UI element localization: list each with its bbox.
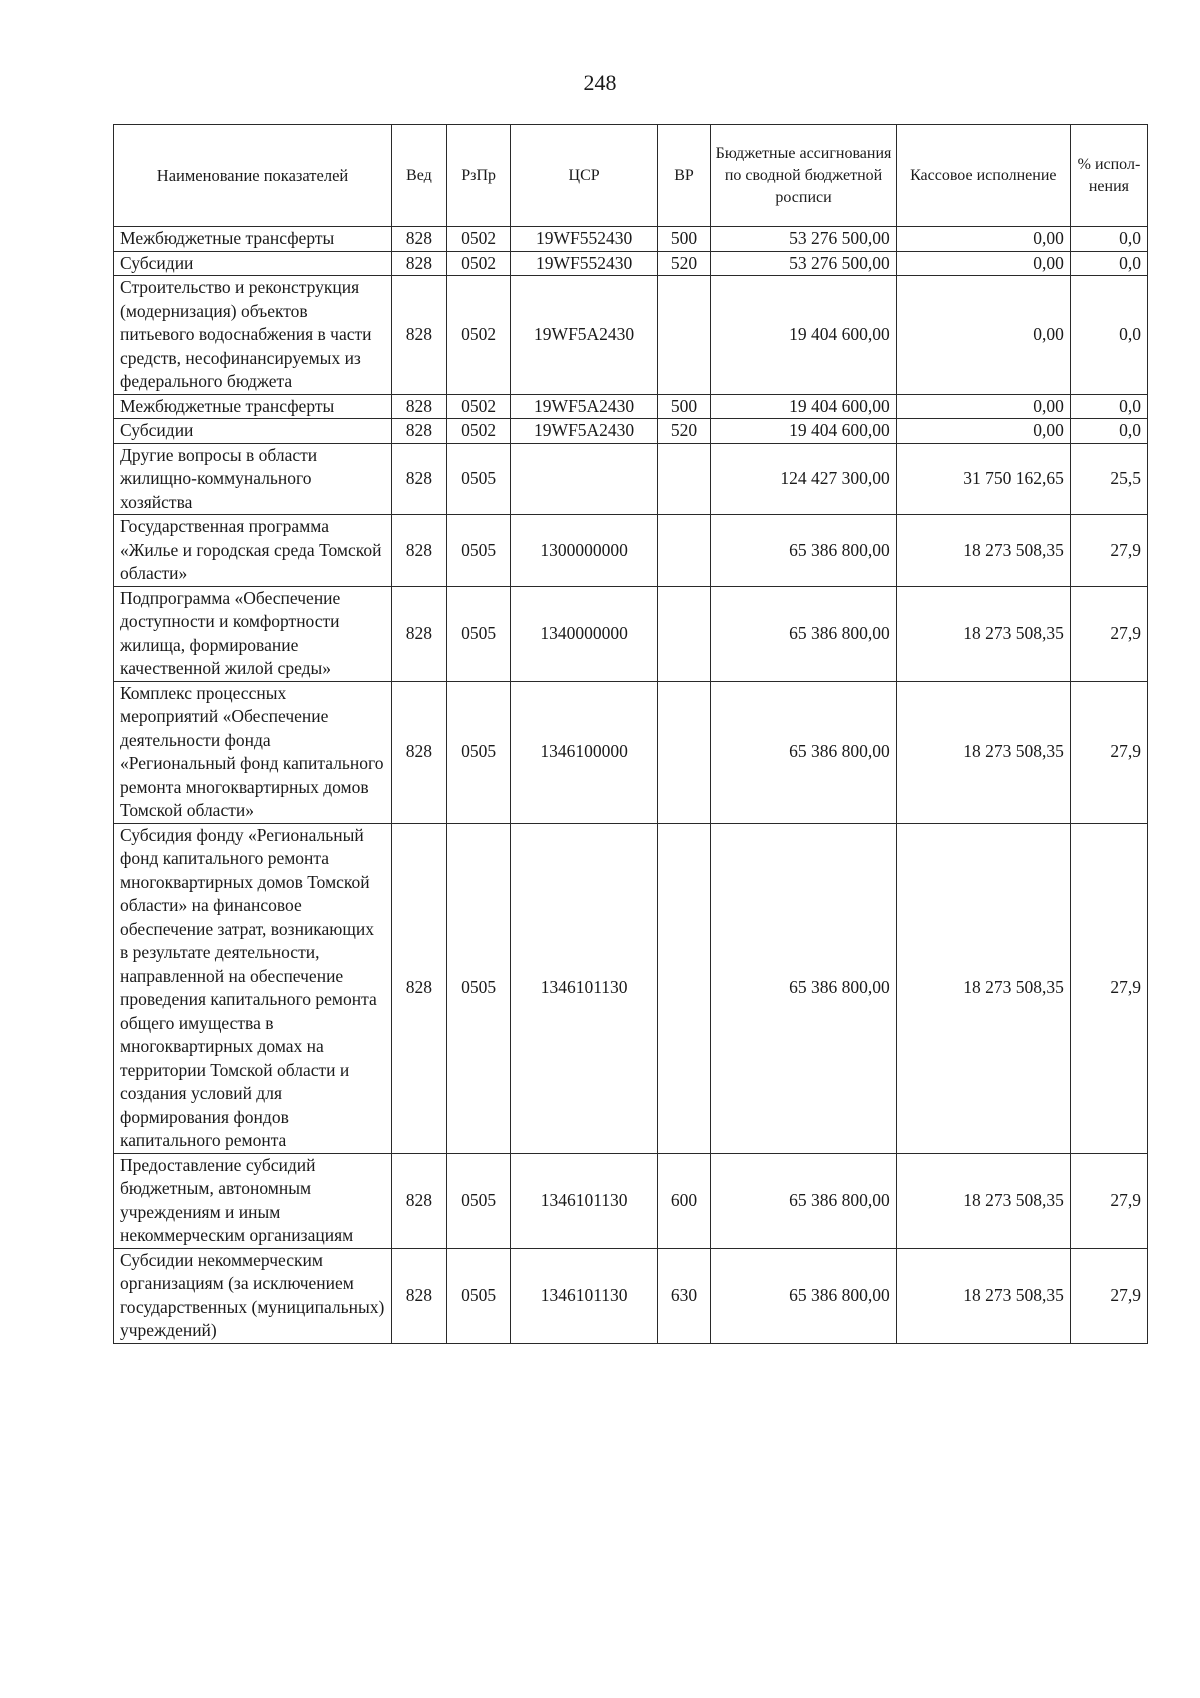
row-ved: 828 — [392, 823, 447, 1153]
row-budget: 53 276 500,00 — [711, 251, 896, 276]
row-pct: 0,0 — [1070, 419, 1147, 444]
row-vr — [657, 515, 711, 587]
row-budget: 65 386 800,00 — [711, 515, 896, 587]
header-name: Наименование показателей — [114, 125, 392, 227]
row-rzpr: 0502 — [446, 419, 511, 444]
row-ved: 828 — [392, 276, 447, 395]
row-ved: 828 — [392, 419, 447, 444]
row-csr: 1300000000 — [511, 515, 657, 587]
row-name: Подпрограмма «Обеспечение доступности и комфортности жилища, формирование качественной жилой среды» — [114, 586, 392, 681]
row-vr: 500 — [657, 394, 711, 419]
row-cash: 31 750 162,65 — [896, 443, 1070, 515]
row-budget: 124 427 300,00 — [711, 443, 896, 515]
table-row — [114, 586, 1148, 681]
table-row — [114, 227, 1148, 252]
row-pct: 0,0 — [1070, 394, 1147, 419]
row-rzpr: 0502 — [446, 227, 511, 252]
row-pct: 27,9 — [1070, 681, 1147, 823]
row-name: Государственная программа «Жилье и городская среда Томской области» — [114, 515, 392, 587]
row-cash: 18 273 508,35 — [896, 1248, 1070, 1343]
row-csr: 19WF552430 — [511, 227, 657, 252]
row-budget: 19 404 600,00 — [711, 276, 896, 395]
row-csr — [511, 443, 657, 515]
page-number: 248 — [583, 70, 617, 95]
row-pct: 27,9 — [1070, 1153, 1147, 1248]
row-csr: 1346101130 — [511, 1248, 657, 1343]
table-header-row — [114, 125, 1148, 227]
row-name: Предоставление субсидий бюджетным, автономным учреждениям и иным некоммерческим организациям — [114, 1153, 392, 1248]
row-name: Другие вопросы в области жилищно-коммунального хозяйства — [114, 443, 392, 515]
row-cash: 0,00 — [896, 251, 1070, 276]
row-vr — [657, 276, 711, 395]
row-cash: 18 273 508,35 — [896, 515, 1070, 587]
row-name: Межбюджетные трансферты — [114, 227, 392, 252]
row-pct: 0,0 — [1070, 276, 1147, 395]
table-row — [114, 1248, 1148, 1343]
row-ved: 828 — [392, 394, 447, 419]
row-rzpr: 0505 — [446, 823, 511, 1153]
row-budget: 19 404 600,00 — [711, 419, 896, 444]
row-ved: 828 — [392, 1153, 447, 1248]
row-vr: 630 — [657, 1248, 711, 1343]
row-cash: 0,00 — [896, 419, 1070, 444]
row-csr: 19WF5A2430 — [511, 419, 657, 444]
row-budget: 53 276 500,00 — [711, 227, 896, 252]
row-csr: 19WF5A2430 — [511, 276, 657, 395]
row-csr: 19WF5A2430 — [511, 394, 657, 419]
row-name: Субсидия фонду «Региональный фонд капитального ремонта многоквартирных домов Томской области» на финансовое обеспечение затрат, возникающих в результате деятельности, направленной на обеспечение проведения капитального ремонта общего имущества в многоквартирных домах на территории Томской области и создания условий для формирования фондов капитального ремонта — [114, 823, 392, 1153]
row-rzpr: 0505 — [446, 443, 511, 515]
row-ved: 828 — [392, 251, 447, 276]
row-csr: 1346100000 — [511, 681, 657, 823]
row-name: Субсидии — [114, 419, 392, 444]
row-cash: 0,00 — [896, 276, 1070, 395]
header-csr: ЦСР — [511, 125, 657, 227]
table-body — [114, 227, 1148, 1344]
row-pct: 0,0 — [1070, 227, 1147, 252]
row-vr: 500 — [657, 227, 711, 252]
row-pct: 25,5 — [1070, 443, 1147, 515]
row-rzpr: 0505 — [446, 681, 511, 823]
table-row — [114, 419, 1148, 444]
row-ved: 828 — [392, 227, 447, 252]
header-cash: Кассовое исполнение — [896, 125, 1070, 227]
row-pct: 27,9 — [1070, 515, 1147, 587]
table-row — [114, 394, 1148, 419]
row-name: Межбюджетные трансферты — [114, 394, 392, 419]
row-cash: 18 273 508,35 — [896, 1153, 1070, 1248]
row-vr: 520 — [657, 251, 711, 276]
header-rzpr: РзПр — [446, 125, 511, 227]
table-row — [114, 515, 1148, 587]
table-row — [114, 823, 1148, 1153]
row-name: Комплекс процессных мероприятий «Обеспечение деятельности фонда «Региональный фонд капитального ремонта многоквартирных домов Томской области» — [114, 681, 392, 823]
row-csr: 1346101130 — [511, 823, 657, 1153]
row-rzpr: 0502 — [446, 394, 511, 419]
row-csr: 19WF552430 — [511, 251, 657, 276]
row-ved: 828 — [392, 443, 447, 515]
row-cash: 0,00 — [896, 227, 1070, 252]
table-row — [114, 681, 1148, 823]
header-pct: % испол-нения — [1070, 125, 1147, 227]
row-rzpr: 0502 — [446, 251, 511, 276]
row-ved: 828 — [392, 1248, 447, 1343]
row-name: Субсидии некоммерческим организациям (за исключением государственных (муниципальных) учреждений) — [114, 1248, 392, 1343]
row-vr: 520 — [657, 419, 711, 444]
row-vr — [657, 681, 711, 823]
header-budget: Бюджетные ассигнования по сводной бюджетной росписи — [711, 125, 896, 227]
budget-table — [113, 124, 1148, 1344]
row-cash: 0,00 — [896, 394, 1070, 419]
row-rzpr: 0505 — [446, 586, 511, 681]
row-pct: 27,9 — [1070, 1248, 1147, 1343]
row-name: Субсидии — [114, 251, 392, 276]
header-ved: Вед — [392, 125, 447, 227]
table-row — [114, 1153, 1148, 1248]
row-pct: 0,0 — [1070, 251, 1147, 276]
row-budget: 65 386 800,00 — [711, 586, 896, 681]
row-budget: 19 404 600,00 — [711, 394, 896, 419]
row-pct: 27,9 — [1070, 586, 1147, 681]
row-name: Строительство и реконструкция (модернизация) объектов питьевого водоснабжения в части средств, несофинансируемых из федерального бюджета — [114, 276, 392, 395]
row-vr — [657, 823, 711, 1153]
table-row — [114, 443, 1148, 515]
row-vr — [657, 586, 711, 681]
header-vr: ВР — [657, 125, 711, 227]
row-ved: 828 — [392, 515, 447, 587]
row-csr: 1340000000 — [511, 586, 657, 681]
row-cash: 18 273 508,35 — [896, 586, 1070, 681]
row-budget: 65 386 800,00 — [711, 1153, 896, 1248]
row-rzpr: 0505 — [446, 1248, 511, 1343]
row-csr: 1346101130 — [511, 1153, 657, 1248]
row-pct: 27,9 — [1070, 823, 1147, 1153]
table-row — [114, 251, 1148, 276]
row-vr — [657, 443, 711, 515]
row-cash: 18 273 508,35 — [896, 681, 1070, 823]
row-budget: 65 386 800,00 — [711, 823, 896, 1153]
row-vr: 600 — [657, 1153, 711, 1248]
row-ved: 828 — [392, 586, 447, 681]
row-cash: 18 273 508,35 — [896, 823, 1070, 1153]
row-rzpr: 0505 — [446, 1153, 511, 1248]
row-rzpr: 0505 — [446, 515, 511, 587]
row-budget: 65 386 800,00 — [711, 681, 896, 823]
row-budget: 65 386 800,00 — [711, 1248, 896, 1343]
table-row — [114, 276, 1148, 395]
row-rzpr: 0502 — [446, 276, 511, 395]
row-ved: 828 — [392, 681, 447, 823]
